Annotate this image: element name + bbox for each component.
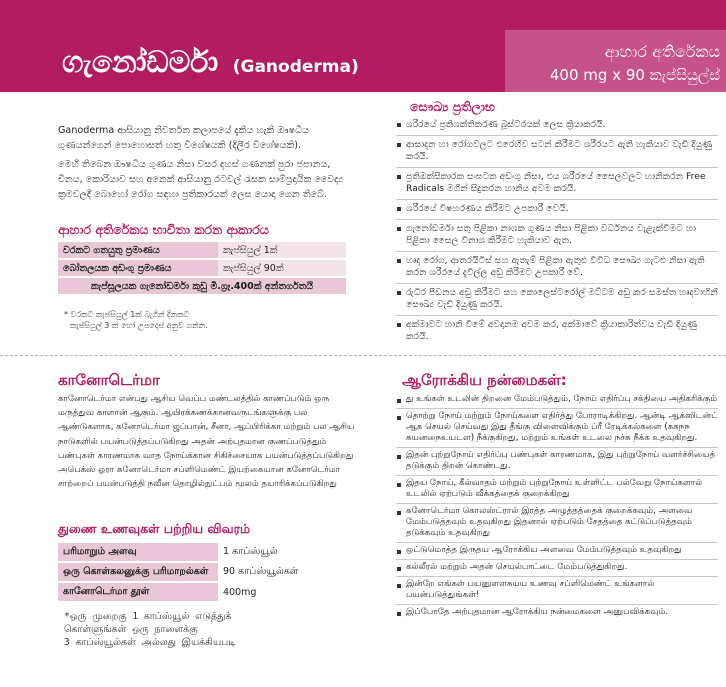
tamil-supplement-title: துணை உணவுகள் பற்றிய விவரம் <box>58 521 251 536</box>
list-item: இதன் புற்றுநோய் எதிர்ப்பு பண்புகள் காரணமாக, இது புற்றுநோய் வளர்ச்சியைத் தடுக்கும் திறன் கொண்டது. <box>396 448 718 476</box>
tamil-benefits-title: ஆரோக்கிய நன்மைகள்: <box>402 371 567 389</box>
list-item: ආසාදන හා රෝගවලට එරෙහිව සටන් කිරීමට ශරීරයට ඇති හැකියාව වැඩි දියුණු කරයි. <box>396 136 718 168</box>
table-key: බෝතලයක අඩංගු ප්‍රමාණය <box>58 260 218 276</box>
table-key: கானோடெர்மா தூள் <box>58 583 218 601</box>
list-item: கல்லீரல் மற்றும் அதன் செயல்பாட்டை மேம்படுத்துகிறது. <box>396 560 718 577</box>
sinhala-usage-table <box>58 240 346 296</box>
sinhala-intro-2: මෙහි තිබෙන ඖෂධීය ගුණය නිසා වසර දහස් ගණනක් පුරා ජපානය, චීනය, කොරියාව සහ අනෙක් ආසියානු රටවල් රැසක සාම්ප්‍රදායික වෛද්‍ය ක්‍රමවලදී බොහෝ රෝග සඳහා ප්‍රතිකාරයක් ලෙස යොදා ගෙන තිබේ. <box>58 159 344 200</box>
table-value: කැප්සියුල් 1ක් <box>218 242 346 258</box>
tamil-title: கானோடெர்மா <box>58 371 160 389</box>
tamil-dosage-note <box>64 610 324 649</box>
list-item: ශරීරයේ ප්‍රතිශක්තිකරණ බූස්ටරයක් ලෙස ක්‍රියාකරයි. <box>396 116 718 136</box>
list-item: கனோடெர்மா கொலஸ்ட்ரால் இரத்த அழுத்தத்தைக் குறைக்கவும், அளவை மேம்படுத்தவும் உதவுகிறது இதனால் ஏற்படும் சேதத்தை கட்டுப்படுத்தவும் தடுக்கவும் உதவுகிறது <box>396 504 718 543</box>
sinhala-usage-title: ආහාර අතිරේකය භාවිතා කරන ආකාරය <box>58 222 269 237</box>
table-key: ஒரு கொள்கலனுக்கு பரிமாறல்கள் <box>58 563 218 581</box>
tamil-benefits-list <box>396 392 718 621</box>
list-item: தொற்று நோய் மற்றும் நோய்களை எதிர்த்து போராடிக்கிறது. ஆன்டி ஆக்ஸிடன்ட் ஆக செயல் செய்வது இது தீங்கு விளைவிக்கும் ப்ரீ ரேடிக்கல்களை (கசுநந சுயனநைஉயடள) நீக்குகிறது, மற்றும் உங்கள் உடலை நச்சு நீக்க உதவுகிறது. <box>396 409 718 448</box>
table-row <box>58 278 346 294</box>
table-row <box>58 583 328 601</box>
list-item: இதய நோய், கீல்வாதம் மற்றும் புற்றுநோய் உள்ளிட்ட பல்வேறு நோய்களால் உடலில் ஏற்படும் வீக்கத்தைக் குறைக்கிறது <box>396 476 718 504</box>
note-line: *ஒரு முறைகு 1 காப்ஸ்யூல் எடுத்துக் <box>64 611 232 622</box>
product-title-english: (Ganoderma) <box>232 57 359 77</box>
list-item: ගැනෝඩර්මා සතු පිළිකා නාශක ගුණය නිසා පිළිකා වර්ධනය වැළැක්වීමට හා පිළිකා සෛල විනාශ කිරීමට හැකියාව ඇත. <box>396 220 718 252</box>
table-row <box>58 242 346 258</box>
sinhala-benefits-list <box>396 116 718 347</box>
note-line: 3 காப்ஸ்யூல்கள் அல்லது இயக்கியபடி <box>64 637 236 648</box>
table-value: 90 காப்ஸ்யூல்கள் <box>218 563 328 581</box>
product-type: ආහාර අතිරේකය <box>604 42 720 61</box>
tamil-supplement-table <box>58 541 328 603</box>
list-item: இப்போதே அற்புதமான ஆரோக்கிய நன்மைகளை அனுபவிக்கவும். <box>396 605 718 621</box>
table-key: பரிமாறும் அளவு <box>58 543 218 561</box>
list-item: ஒட்டுமொத்த இருதய ஆரோக்கிய அளவை மேம்படுத்தவும் உதவுகிறது <box>396 543 718 560</box>
tamil-intro: கானோடெர்மா என்பது ஆசிய வெப்ப மண்டலத்தில் காணப்படும் ஒரு மருத்துவ காளான் ஆகும். ஆயிரக்கணக்கானவருடங்களுக்கு பல ஆண்டுகளாக, கனோடெர்மா ஜப்பான், சீனா, ஆப்பிரிக்கா மற்றும் பல ஆசிய நாடுகளில் பயன்படுத்தப்படுகிறது அதன் அற்புதமான குணப்படுத்தும் பண்புகள் காரணமாக வாத நோய்க்கான சிகிச்சையாக பயன்படுத்தப்படுகிறது அபெக்ஸ் ஓரா கனோடெர்மா சப்ளிமெண்ட் இயற்கையான கனோடெர்மா சாற்றைப் பயன்படுத்தி நவீன தொழில்நுட்பம் மூலம் தயாரிக்கப்படுகிறது <box>58 394 355 490</box>
product-title-sinhala: ගැනෝඩර්මා <box>62 45 219 80</box>
table-row <box>58 543 328 561</box>
list-item: රුධිර පීඩනය අඩු කිරීමට සහ කොලෙස්ටරෝල් මට්ටම අඩු කර සමස්ත හෘදවාහිනී සෞඛ්‍ය වැඩි දියුණු කරයි. <box>396 284 718 316</box>
product-quantity: 400 mg x 90 කැප්සියුල්ස් <box>549 66 720 84</box>
note-line: கொள்ளுங்கள் ஒரு நாளைக்கு <box>64 624 198 635</box>
product-title <box>62 46 359 84</box>
table-row <box>58 260 346 276</box>
list-item: இன்றே எங்கள் பயனுளளசுயய உணவு சப்ளிமெண்ட் உங்களால் பயன்படுத்துங்கள்! <box>396 577 718 605</box>
list-item: ශරීරයේ විෂහරණය කිරීමට උපකාරී වෙයි. <box>396 200 718 220</box>
table-value: 1 காப்ஸ்யூல் <box>218 543 328 561</box>
section-divider <box>0 355 726 356</box>
table-value: 400mg <box>218 583 328 601</box>
table-value: කැප්සියුල් 90ක් <box>218 260 346 276</box>
table-row <box>58 563 328 581</box>
sinhala-benefits-title: සෞඛ්‍ය ප්‍රතිලාභ <box>410 99 495 114</box>
list-item: ප්‍රතිඔක්සිකාරක සංඝටක අඩංගු නිසා, එය ශරීරයේ සෛලවලට හානිකරන Free Radicals මගින් සිදුකරන හානිය අවම කරයි. <box>396 168 718 200</box>
list-item: හෘද රෝග, ආතරයිටිස් සහ ඇතැම් පිළිකා ඇතුළු විවිධ සෞඛ්‍ය ගැටළු නිසා ඇති කරන ශරීරයේ දැවිල්ල අඩු කිරීමට උපකාරී වේ. <box>396 252 718 284</box>
table-full-row: කැප්සූලයක ගැනෝඩර්මා කුඩු මි.ග්‍රෑ.400ක් අන්තර්ගතයි <box>58 278 346 294</box>
note-line: කැප්සියුල් 3 ක් හෝ උපදෙස් අනුව ගන්න. <box>70 321 208 330</box>
list-item: අක්මාවට හානි වීමේ අවදානම අවම කර, අක්මාවේ ක්‍රියාකාරිත්වය වැඩි දියුණු කරයි. <box>396 316 718 347</box>
table-key: වරකට ගතයුතු ප්‍රමාණය <box>58 242 218 258</box>
sinhala-dosage-note <box>64 309 324 331</box>
note-line: * වරකට කැප්සියුල් 1ක් බැගින් දිනකට <box>64 310 190 319</box>
sinhala-intro-1: Ganoderma ආසියානු නිවර්තන කලාපයේ දැකිය හැකි ඖෂධීය ගුණයන්ගෙන් පොහොසත් හතු විශේෂයකි (දිලීර විශේෂයකි). <box>58 125 310 151</box>
list-item: து உங்கள் உடலின் திறனை மேம்படுத்தும், நோய் எதிர்ப்பு சக்தியை அதிகரிக்கும் <box>396 392 718 409</box>
